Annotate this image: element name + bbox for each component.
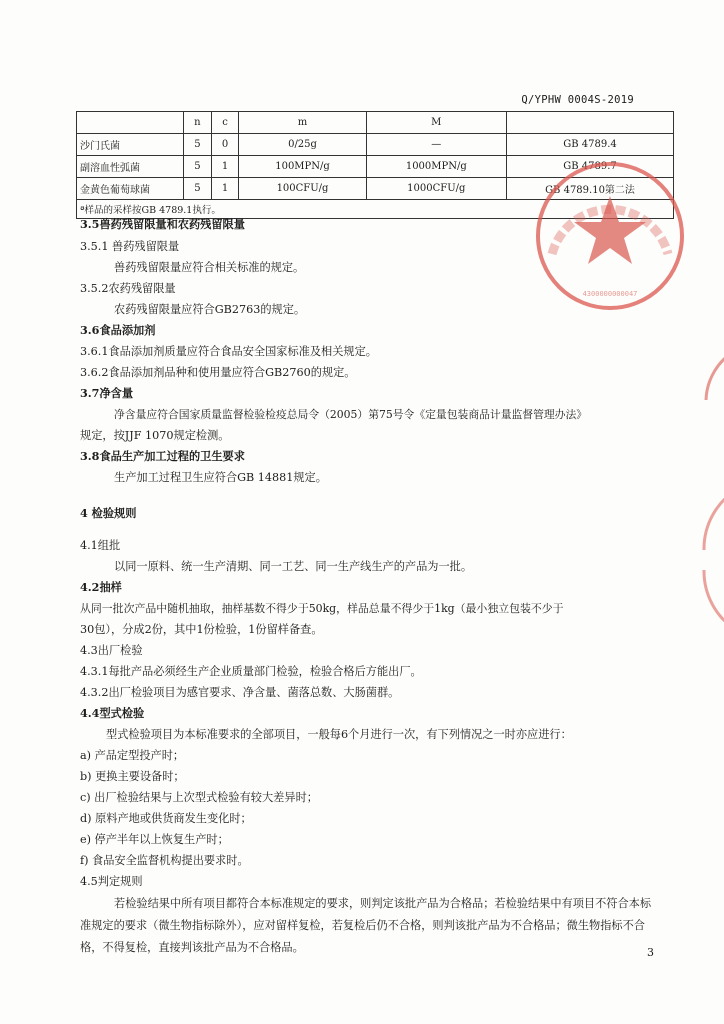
list-item: b) 更换主要设备时； xyxy=(80,770,185,783)
table-cell: 0/25g xyxy=(239,134,366,156)
table-header-cell: m xyxy=(239,112,366,134)
table-cell: 1000MPN/g xyxy=(366,156,506,178)
table-cell: 金黄色葡萄球菌 xyxy=(77,178,184,200)
list-item: c) 出厂检验结果与上次型式检验有较大差异时； xyxy=(80,791,318,804)
table-cell: 0 xyxy=(211,134,239,156)
table-cell: GB 4789.4 xyxy=(507,134,674,156)
paragraph-text: 兽药残留限量应符合相关标准的规定。 xyxy=(114,261,305,274)
table-note: ª样品的采样按GB 4789.1执行。 xyxy=(77,200,674,219)
table-cell: 100MPN/g xyxy=(239,156,366,178)
section-heading: 4.1组批 xyxy=(80,539,121,552)
table-cell: GB 4789.10第二法 xyxy=(507,178,674,200)
table-header-cell xyxy=(77,112,184,134)
table-cell: 沙门氏菌 xyxy=(77,134,184,156)
section-heading: 4.3出厂检验 xyxy=(80,644,143,657)
paragraph-text: 3.6.2食品添加剂品种和使用量应符合GB2760的规定。 xyxy=(80,366,356,379)
paragraph-text: 以同一原料、统一生产清期、同一工艺、同一生产线生产的产品为一批。 xyxy=(114,560,473,573)
table-cell: 1 xyxy=(211,178,239,200)
table-cell: 1000CFU/g xyxy=(366,178,506,200)
paragraph-text: 3.6.1食品添加剂质量应符合食品安全国家标准及相关规定。 xyxy=(80,345,377,358)
chapter-heading: 4 检验规则 xyxy=(80,506,137,520)
table-header-cell: n xyxy=(184,112,212,134)
table-header-row xyxy=(77,112,674,134)
table-cell: 5 xyxy=(184,156,212,178)
paragraph-text: 规定，按JJF 1070规定检测。 xyxy=(80,429,230,442)
paragraph-text: 4.3.2出厂检验项目为感官要求、净含量、菌落总数、大肠菌群。 xyxy=(80,686,400,699)
section-heading: 3.8食品生产加工过程的卫生要求 xyxy=(80,449,245,463)
section-heading: 4.5判定规则 xyxy=(80,875,143,888)
page-number: 3 xyxy=(647,946,654,959)
table-cell: 100CFU/g xyxy=(239,178,366,200)
table-cell: 1 xyxy=(211,156,239,178)
table-cell: 5 xyxy=(184,178,212,200)
table-cell: — xyxy=(366,134,506,156)
paragraph-text: 农药残留限量应符合GB2763的规定。 xyxy=(114,303,306,316)
section-heading: 3.5兽药残留限量和农药残留限量 xyxy=(80,217,245,231)
paragraph-text: 生产加工过程卫生应符合GB 14881规定。 xyxy=(114,471,327,484)
list-item: a) 产品定型投产时； xyxy=(80,749,185,762)
table-header-cell: M xyxy=(366,112,506,134)
table-row xyxy=(77,134,674,156)
paragraph-text: 从同一批次产品中随机抽取，抽样基数不得少于50kg，样品总量不得少于1kg（最小独立包装不少于 xyxy=(80,602,564,615)
svg-text:4300000000047: 4300000000047 xyxy=(582,290,638,298)
section-heading: 4.2抽样 xyxy=(80,580,122,594)
subsection-heading: 3.5.1 兽药残留限量 xyxy=(80,240,180,253)
paragraph-text: 30包），分成2份，其中1份检验，1份留样备查。 xyxy=(80,623,323,636)
edge-seal-fragment-icon xyxy=(696,340,724,640)
paragraph-text: 若检验结果中所有项目都符合本标准规定的要求，则判定该批产品为合格品；若检验结果中有项目不符合本标准规定的要求（微生物指标除外），应对留样复检，若复检后仍不合格，则判该批产品为不合格品；微生物指标不合格，不得复检，直接判该批产品为不合格品。 xyxy=(80,897,652,954)
company-seal-icon xyxy=(532,158,688,314)
paragraph-text: 4.3.1每批产品必须经生产企业质量部门检验，检验合格后方能出厂。 xyxy=(80,665,422,678)
section-heading: 3.7净含量 xyxy=(80,386,134,400)
table-header-cell xyxy=(507,112,674,134)
subsection-heading: 3.5.2农药残留限量 xyxy=(80,282,176,295)
table-header-cell: c xyxy=(211,112,239,134)
section-heading: 4.4型式检验 xyxy=(80,706,145,720)
table-cell: GB 4789.7 xyxy=(507,156,674,178)
table-cell: 5 xyxy=(184,134,212,156)
section-heading: 3.6食品添加剂 xyxy=(80,323,156,337)
list-item: f) 食品安全监督机构提出要求时。 xyxy=(80,854,249,867)
standard-code: Q/YPHW 0004S-2019 xyxy=(521,94,634,106)
paragraph-text: 型式检验项目为本标准要求的全部项目，一般每6个月进行一次，有下列情况之一时亦应进行： xyxy=(106,728,572,741)
paragraph-text: 净含量应符合国家质量监督检验检疫总局令（2005）第75号令《定量包装商品计量监督管理办法》 xyxy=(114,408,588,421)
list-item: d) 原料产地或供货商发生变化时； xyxy=(80,812,252,825)
list-item: e) 停产半年以上恢复生产时； xyxy=(80,833,229,846)
table-cell: 副溶血性弧菌 xyxy=(77,156,184,178)
